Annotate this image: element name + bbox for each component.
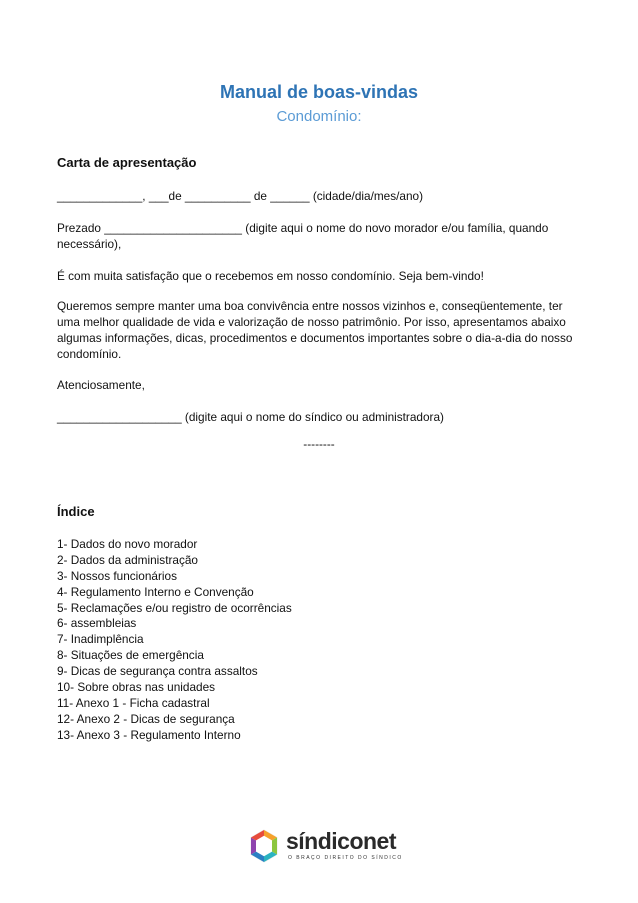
index-item: 5- Reclamações e/ou registro de ocorrências xyxy=(57,600,292,615)
logo-wordmark: síndiconet xyxy=(286,828,397,854)
index-item: 2- Dados da administração xyxy=(57,552,198,567)
closing-text: Atenciosamente, xyxy=(57,378,145,392)
body-block xyxy=(57,298,587,362)
index-heading: Índice xyxy=(57,504,95,519)
index-block xyxy=(57,537,587,744)
index-item: 6- assembleias xyxy=(57,616,137,631)
index-item: 1- Dados do novo morador xyxy=(57,537,198,551)
logo-tagline: O BRAÇO DIREITO DO SÍNDICO xyxy=(288,855,403,861)
salutation-block xyxy=(57,220,587,252)
index-item: 4- Regulamento Interno e Convenção xyxy=(57,584,254,599)
date-line: _____________, ___de __________ de ______ (cidade/dia/mes/ano) xyxy=(57,189,424,203)
sindiconet-logo xyxy=(246,828,403,864)
separator: -------- xyxy=(303,437,335,451)
salutation: Prezado _____________________ (digite aqui o nome do novo morador e/ou família, quando necessário), xyxy=(57,221,549,251)
date-line-block xyxy=(57,188,587,204)
welcome-block xyxy=(57,268,587,284)
index-list xyxy=(57,537,587,744)
hexagon-logo-icon xyxy=(246,828,282,864)
signature-line: ___________________ (digite aqui o nome do síndico ou administradora) xyxy=(57,410,444,424)
closing-block xyxy=(57,377,587,393)
signature-block xyxy=(57,409,587,425)
index-item: 12- Anexo 2 - Dicas de segurança xyxy=(57,711,235,726)
page-title: Manual de boas-vindas xyxy=(219,82,419,102)
page-subtitle: Condomínio: xyxy=(276,108,362,125)
letter-heading-block xyxy=(57,155,587,171)
welcome-text: É com muita satisfação que o recebemos em nosso condomínio. Seja bem-vindo! xyxy=(57,269,484,283)
index-item: 9- Dicas de segurança contra assaltos xyxy=(57,664,258,679)
body-text: Queremos sempre manter uma boa convivência entre nossos vizinhos e, conseqüentemente, ter uma melhor qualidade de vida e valorização de nosso patrimônio. Por isso, apresentamos abaixo algumas informações, dicas, procedimentos e documentos importantes sobre o dia-a-dia do nosso condomínio. xyxy=(57,299,573,361)
index-item: 11- Anexo 1 - Ficha cadastral xyxy=(57,695,210,710)
index-item: 13- Anexo 3 - Regulamento Interno xyxy=(57,727,241,742)
index-item: 8- Situações de emergência xyxy=(57,648,204,663)
index-heading-block xyxy=(57,504,587,520)
index-item: 10- Sobre obras nas unidades xyxy=(57,680,216,695)
index-item: 7- Inadimplência xyxy=(57,632,144,647)
letter-heading: Carta de apresentação xyxy=(57,155,197,170)
index-item: 3- Nossos funcionários xyxy=(57,568,177,583)
